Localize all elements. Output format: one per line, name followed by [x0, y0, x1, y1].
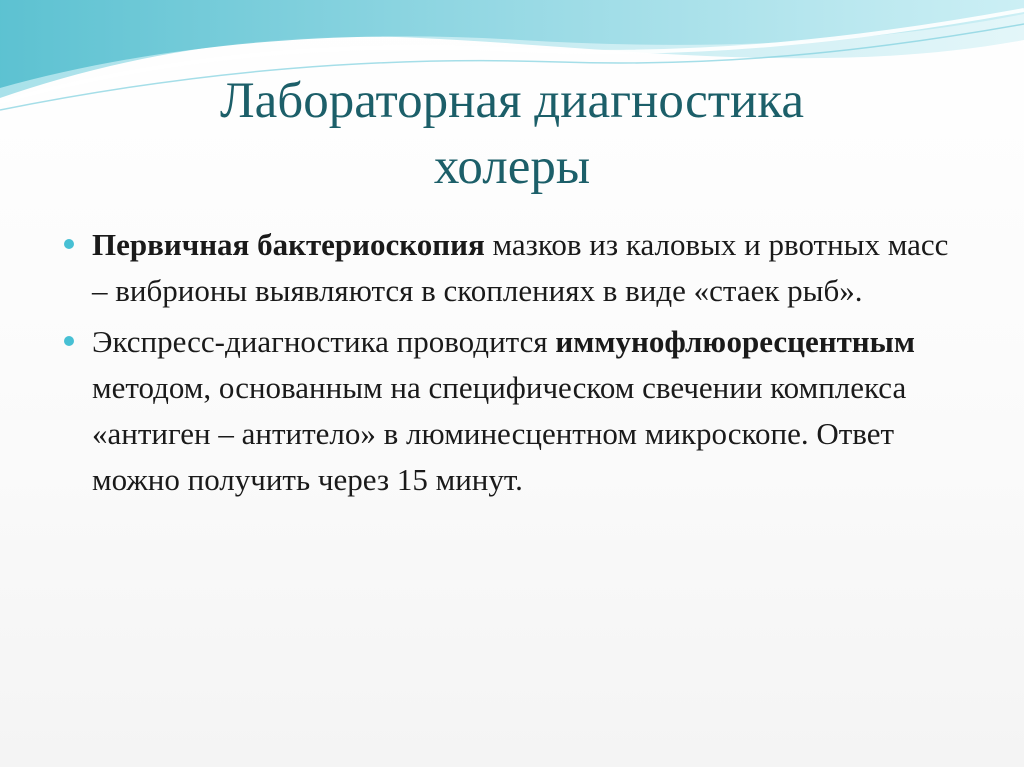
bullet-text: мазков из каловых и рвотных масс – вибрионы выявляются в скоплениях в виде «стаек рыб». — [92, 227, 949, 308]
bullet-dot-icon — [64, 336, 74, 346]
bullet-item — [62, 222, 952, 314]
bullet-item — [62, 319, 952, 503]
bullet-bold-text: Первичная бактериоскопия — [92, 227, 485, 262]
slide-title — [0, 68, 1024, 200]
title-line-1: Лабораторная диагностика — [220, 73, 804, 129]
bullet-bold-text: иммунофлюоресцентным — [555, 324, 915, 359]
title-line-2: холеры — [433, 139, 591, 195]
bullet-list — [62, 222, 952, 508]
bullet-dot-icon — [64, 239, 74, 249]
bullet-text-before: Экспресс-диагностика проводится — [92, 324, 556, 359]
bullet-text-after: методом, основанным на специфическом свечении комплекса «антиген – антитело» в люминесцентном микроскопе. Ответ можно получить через 15 минут. — [92, 370, 907, 497]
